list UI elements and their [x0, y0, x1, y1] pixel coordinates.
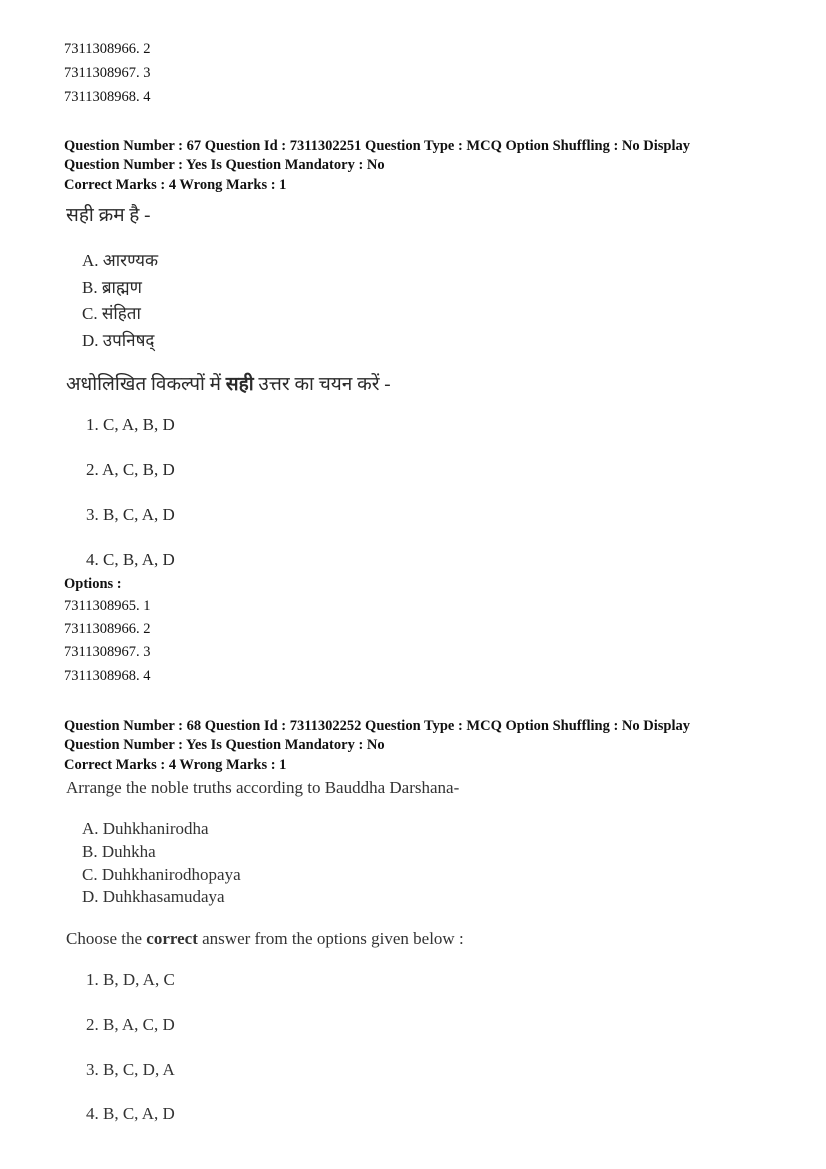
question-67-answer-4: 4. C, B, A, D: [86, 550, 175, 569]
option-row: 7311308967. 3: [64, 65, 151, 81]
question-67-header-line3: Correct Marks : 4 Wrong Marks : 1: [64, 177, 287, 193]
option-row: 7311308965. 1: [64, 598, 151, 614]
question-67-answer-3: 3. B, C, A, D: [86, 505, 175, 524]
question-67-answer-1: 1. C, A, B, D: [86, 415, 175, 434]
question-68-answer-2: 2. B, A, C, D: [86, 1015, 175, 1034]
question-68-item-c: C. Duhkhanirodhopaya: [82, 865, 241, 884]
question-67-header-line2: Question Number : Yes Is Question Mandatory : No: [64, 157, 385, 173]
question-67-item-c: C. संहिता: [82, 304, 141, 323]
question-68-instruction: Choose the correct answer from the options given below :: [66, 929, 464, 948]
question-67-prompt: सही क्रम है -: [66, 205, 151, 226]
question-68-item-b: B. Duhkha: [82, 842, 156, 861]
question-67-instruction: अधोलिखित विकल्पों में सही उत्तर का चयन करें -: [66, 374, 391, 395]
question-68-header-line2: Question Number : Yes Is Question Mandatory : No: [64, 737, 385, 753]
question-67-item-a: A. आरण्यक: [82, 251, 159, 270]
option-row: 7311308967. 3: [64, 644, 151, 660]
question-67-header-line1: Question Number : 67 Question Id : 7311302251 Question Type : MCQ Option Shuffling : No Display: [64, 138, 690, 154]
question-68-item-a: A. Duhkhanirodha: [82, 819, 209, 838]
question-68-header-line1: Question Number : 68 Question Id : 7311302252 Question Type : MCQ Option Shuffling : No Display: [64, 718, 690, 734]
question-67-answer-2: 2. A, C, B, D: [86, 460, 175, 479]
question-68-answer-1: 1. B, D, A, C: [86, 970, 175, 989]
question-68-prompt: Arrange the noble truths according to Bauddha Darshana-: [66, 778, 460, 797]
question-67-item-b: B. ब्राह्मण: [82, 278, 142, 297]
question-67-options-label: Options :: [64, 576, 122, 592]
option-row: 7311308968. 4: [64, 89, 151, 105]
question-67-item-d: D. उपनिषद्: [82, 331, 155, 350]
option-row: 7311308968. 4: [64, 668, 151, 684]
question-68-answer-4: 4. B, C, A, D: [86, 1104, 175, 1123]
question-68-header-line3: Correct Marks : 4 Wrong Marks : 1: [64, 757, 287, 773]
option-row: 7311308966. 2: [64, 621, 151, 637]
question-68-item-d: D. Duhkhasamudaya: [82, 887, 225, 906]
question-68-answer-3: 3. B, C, D, A: [86, 1060, 175, 1079]
option-row: 7311308966. 2: [64, 41, 151, 57]
